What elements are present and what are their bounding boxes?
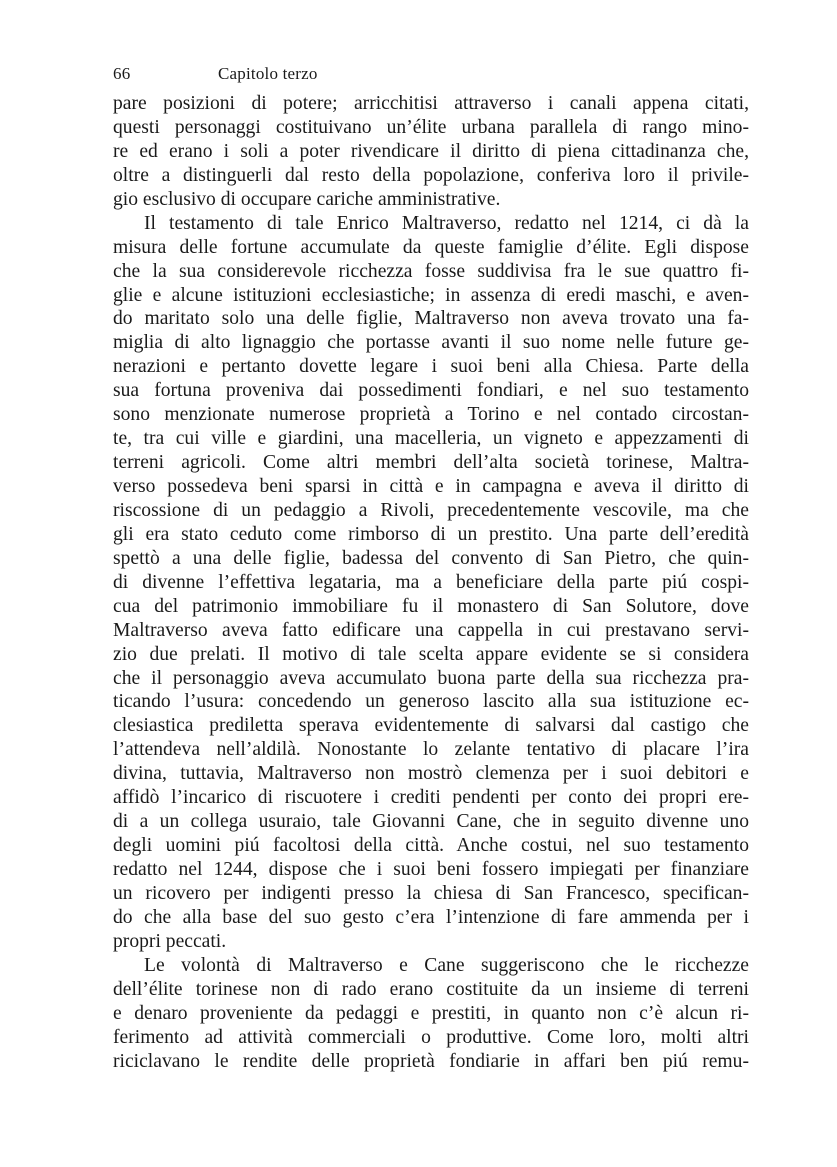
text-line: clesiastica prediletta sperava evidentemente di salvarsi dal castigo che [113, 715, 749, 737]
text-line: Maltraverso aveva fatto edificare una cappella in cui prestavano servi- [113, 619, 749, 641]
body-text [113, 92, 749, 1073]
text-line: redatto nel 1244, dispose che i suoi beni fossero impiegati per finanziare [113, 859, 749, 880]
text-line: di divenne l’effettiva legataria, ma a beneficiare della parte piú cospi- [113, 571, 749, 593]
text-line: gio esclusivo di occupare cariche amministrative. [113, 188, 501, 210]
text-line: pare posizioni di potere; arricchitisi attraverso i canali appena citati, [113, 93, 749, 114]
text-line: sono menzionate numerose proprietà a Torino e nel contado circostan- [113, 404, 749, 426]
text-line: oltre a distinguerli dal resto della popolazione, conferiva loro il privile- [113, 164, 749, 186]
running-head [113, 62, 749, 92]
text-line: spettò a una delle figlie, badessa del convento di San Pietro, che quin- [113, 547, 749, 569]
text-line: misura delle fortune accumulate da queste famiglie d’élite. Egli dispose [113, 236, 749, 258]
text-line: verso possedeva beni sparsi in città e in campagna e aveva il diritto di [113, 476, 749, 497]
page [113, 62, 749, 1073]
text-line: l’attendeva nell’aldilà. Nonostante lo zelante tentativo di placare l’ira [113, 739, 749, 761]
chapter-title: Capitolo terzo [218, 64, 318, 83]
text-line: e denaro proveniente da pedaggi e prestiti, in quanto non c’è alcun ri- [113, 1002, 749, 1024]
text-line: affidò l’incarico di riscuotere i crediti pendenti per conto dei propri ere- [113, 787, 749, 809]
text-line: divina, tuttavia, Maltraverso non mostrò clemenza per i suoi debitori e [113, 763, 749, 785]
text-line: che il personaggio aveva accumulato buona parte della sua ricchezza pra- [113, 667, 749, 689]
text-line: miglia di alto lignaggio che portasse avanti il suo nome nelle future ge- [113, 332, 749, 354]
text-line: riscossione di un pedaggio a Rivoli, precedentemente vescovile, ma che [113, 499, 749, 521]
text-line: degli uomini piú facoltosi della città. Anche costui, nel suo testamento [113, 835, 749, 857]
text-line: gli era stato ceduto come rimborso di un prestito. Una parte dell’eredità [113, 523, 749, 545]
text-line: di a un collega usuraio, tale Giovanni Cane, che in seguito divenne uno [113, 811, 749, 833]
text-line: propri peccati. [113, 930, 227, 952]
text-line: che la sua considerevole ricchezza fosse suddivisa fra le sue quattro fi- [113, 260, 749, 282]
text-line: questi personaggi costituivano un’élite urbana parallela di rango mino- [113, 116, 749, 138]
text-line: do che alla base del suo gesto c’era l’intenzione di fare ammenda per i [113, 906, 749, 928]
text-line: un ricovero per indigenti presso la chiesa di San Francesco, specifican- [113, 882, 749, 904]
text-line: Le volontà di Maltraverso e Cane suggeriscono che le ricchezze [144, 954, 749, 976]
text-line: sua fortuna proveniva dai possedimenti fondiari, e nel suo testamento [113, 380, 749, 402]
text-line: glie e alcune istituzioni ecclesiastiche; in assenza di eredi maschi, e aven- [113, 284, 749, 306]
text-line: re ed erano i soli a poter rivendicare il diritto di piena cittadinanza che, [113, 140, 749, 162]
text-line: te, tra cui ville e giardini, una macelleria, un vigneto e appezzamenti di [113, 428, 749, 450]
text-line: zio due prelati. Il motivo di tale scelta appare evidente se si considera [113, 643, 749, 665]
text-line: nerazioni e pertanto dovette legare i suoi beni alla Chiesa. Parte della [113, 356, 749, 378]
text-line: riciclavano le rendite delle proprietà fondiarie in affari ben piú remu- [113, 1050, 749, 1072]
text-line: do maritato solo una delle figlie, Maltraverso non aveva trovato una fa- [113, 308, 749, 330]
text-line: terreni agricoli. Come altri membri dell’alta società torinese, Maltra- [113, 452, 749, 474]
text-line: Il testamento di tale Enrico Maltraverso, redatto nel 1214, ci dà la [144, 212, 749, 234]
text-line: dell’élite torinese non di rado erano costituite da un insieme di terreni [113, 978, 749, 1000]
text-line: cua del patrimonio immobiliare fu il monastero di San Solutore, dove [113, 595, 749, 617]
page-number: 66 [113, 64, 131, 83]
text-line: ticando l’usura: concedendo un generoso lascito alla sua istituzione ec- [113, 691, 749, 713]
text-line: ferimento ad attività commerciali o produttive. Come loro, molti altri [113, 1026, 749, 1048]
